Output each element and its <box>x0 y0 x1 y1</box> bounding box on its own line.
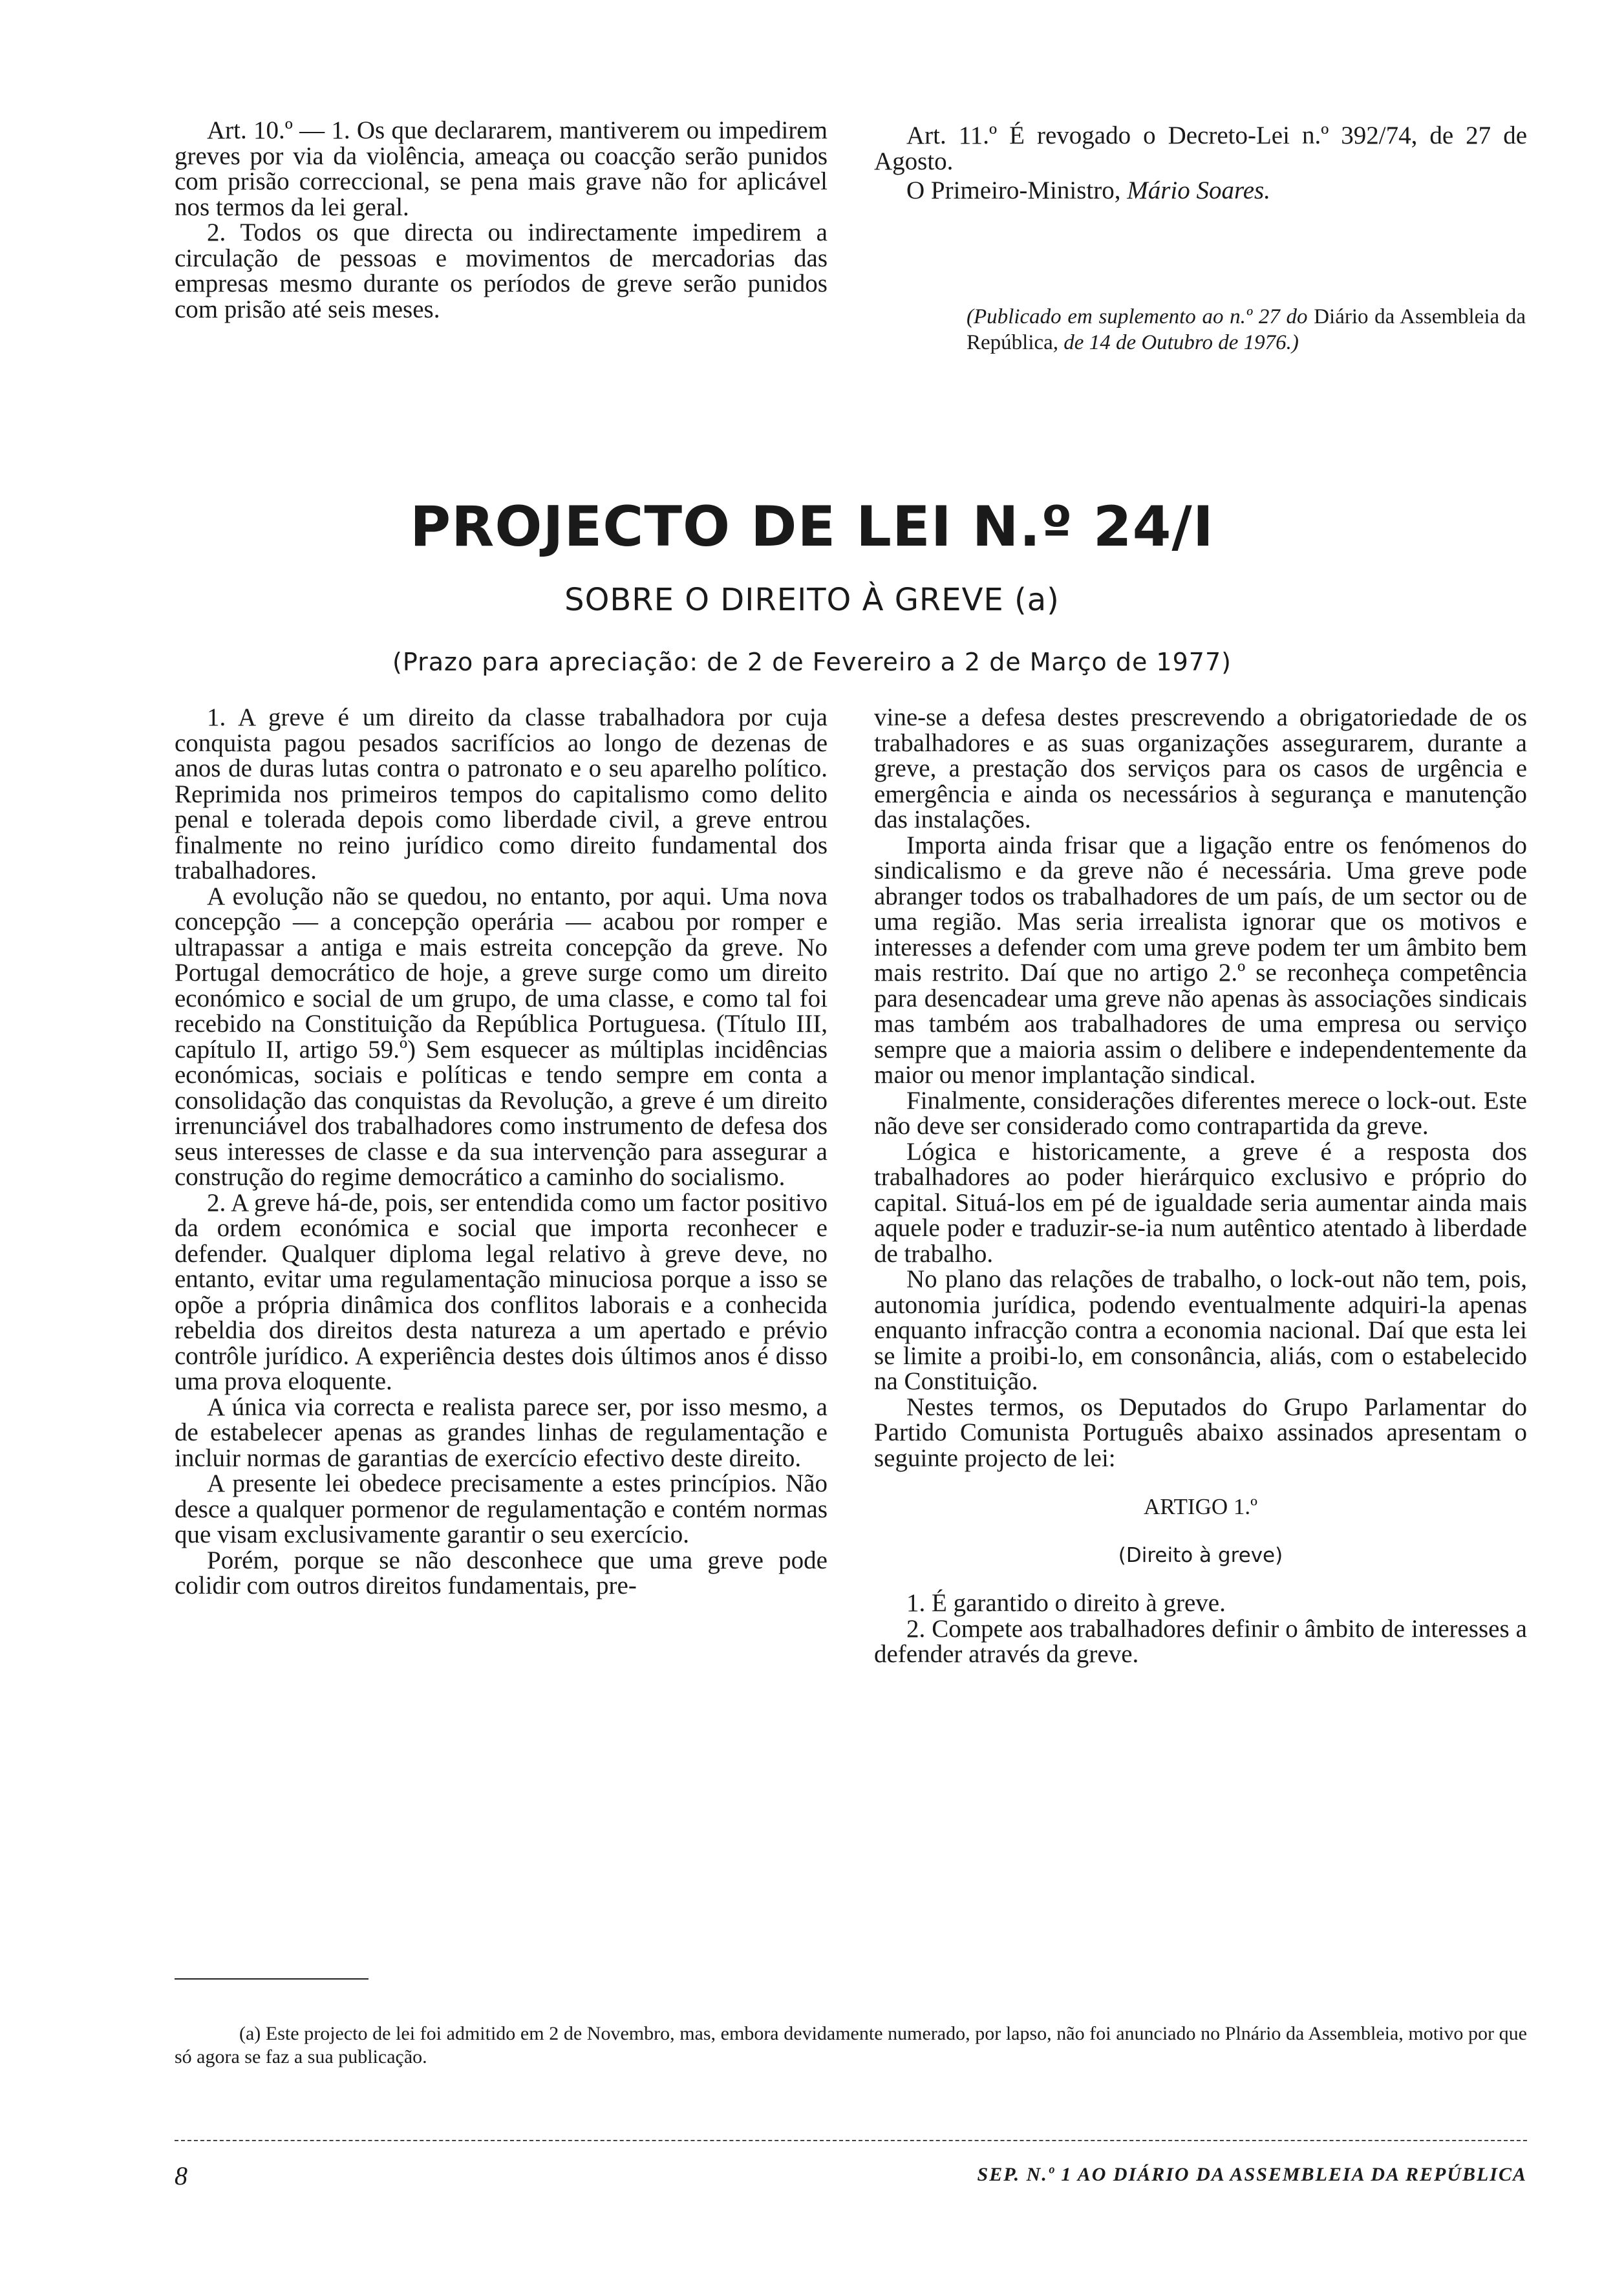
page-number: 8 <box>175 2161 187 2190</box>
body-paragraph: vine-se a defesa destes prescrevendo a obrigatoriedade de os trabalhadores e as suas organizações assegurarem, durante a greve, a prestação dos serviços para os casos de urgência e emergência e ainda os necessários à segurança e manutenção das instalações. <box>874 703 1527 833</box>
bill-subtitle: SOBRE O DIREITO À GREVE (a) <box>564 582 1060 618</box>
article-1-item: 1. É garantido o direito à greve. <box>906 1589 1226 1617</box>
body-paragraph: Importa ainda frisar que a ligação entre os fenómenos do sindicalismo e da greve não é necessária. Uma greve pode abranger todos os trabalhadores de um país, de um sector ou de uma região. Mas seria irrealista ignorar que os motivos e interesses a defender com uma greve podem ter um âmbito bem mais restrito. Daí que no artigo 2.º se reconheça competência para desencadear uma greve não apenas às associações sindicais mas também aos trabalhadores de uma empresa ou serviço sempre que a maioria assim o delibere e independentemente da maior ou menor implantação sindical. <box>874 831 1527 1089</box>
footnote <box>175 2022 1527 2069</box>
footnote-divider <box>175 1978 369 1980</box>
article-1-item: 2. Compete aos trabalhadores definir o âmbito de interesses a defender através da greve. <box>874 1614 1527 1668</box>
bill-title: PROJECTO DE LEI N.º 24/I <box>410 495 1214 559</box>
article-10-paragraph-2: 2. Todos os que directa ou indirectamente impedirem a circulação de pessoas e movimentos de mercadorias das empresas mesmo durante os períodos de greve serão punidos com prisão até seis meses. <box>175 219 828 323</box>
body-left-column <box>175 705 828 1599</box>
publication-note-3: , de 14 de Outubro de 1976.) <box>1052 331 1299 354</box>
body-paragraph: A evolução não se quedou, no entanto, por aqui. Uma nova concepção — a concepção operária — acabou por romper e ultrapassar a antiga e mais estreita concepção da greve. No Portugal democrático de hoje, a greve surge como um direito económico e social de um grupo, de uma classe, e como tal foi recebido na Constituição da República Portuguesa. (Título III, capítulo II, artigo 59.º) Sem esquecer as múltiplas incidências económicas, sociais e políticas e tendo sempre em conta a consolidação das conquistas da Revolução, a greve é um direito irrenunciável dos trabalhadores como instrumento de defesa dos seus interesses de classe e da sua intervenção para assegurar a construção do regime democrático a caminho do socialismo. <box>175 882 828 1191</box>
signature-name: Mário Soares. <box>1127 176 1270 204</box>
body-paragraph: A única via correcta e realista parece ser, por isso mesmo, a de estabelecer apenas as grandes linhas de regulamentação e incluir normas de garantias de exercício efectivo deste direito. <box>175 1393 828 1472</box>
publication-note-1: (Publicado em suplemento ao n.º 27 do <box>967 305 1314 328</box>
body-paragraph: Porém, porque se não desconhece que uma greve pode colidir com outros direitos fundamentais, pre- <box>175 1546 828 1599</box>
article-10-paragraph-1: Art. 10.º — 1. Os que declararem, mantiverem ou impedirem greves por via da violência, ameaça ou coacção serão punidos com prisão correccional, se pena mais grave não for aplicável nos termos da lei geral. <box>175 116 828 221</box>
body-paragraph: Lógica e historicamente, a greve é a resposta dos trabalhadores ao poder hierárquico exclusivo e próprio do capital. Situá-los em pé de igualdade seria aumentar ainda mais aquele poder e traduzir-se-ia num autêntico atentado à liberdade de trabalho. <box>874 1137 1527 1268</box>
running-title: SEP. N.º 1 AO DIÁRIO DA ASSEMBLEIA DA REPÚBLICA <box>977 2164 1527 2185</box>
body-paragraph: 1. A greve é um direito da classe trabalhadora por cuja conquista pagou pesados sacrifícios ao longo de dezenas de anos de duras lutas contra o patronato e o seu aparelho político. Reprimida nos primeiros tempos do capitalismo como delito penal e tolerada depois como liberdade civil, a greve entrou finalmente no reino jurídico como direito fundamental dos trabalhadores. <box>175 703 828 884</box>
top-right-column <box>874 123 1527 208</box>
signature <box>874 178 1527 204</box>
footnote-text: (a) Este projecto de lei foi admitido em 2 de Novembro, mas, embora devidamente numerado, por lapso, não foi anunciado no Plnário da Assembleia, motivo por que só agora se faz a sua publicação. <box>175 2023 1527 2067</box>
body-paragraph: 2. A greve há-de, pois, ser entendida como um factor positivo da ordem económica e social que importa reconhecer e defender. Qualquer diploma legal relativo à greve deve, no entanto, evitar uma regulamentação minuciosa porque a isso se opõe a própria dinâmica dos conflitos laborais e a conhecida rebeldia dos direitos desta natureza a um apertado e prévio contrôle jurídico. A experiência destes dois últimos anos é disso uma prova eloquente. <box>175 1188 828 1395</box>
publication-note-2: Diário da Assembleia da República <box>967 305 1526 354</box>
footer-divider <box>175 2140 1527 2141</box>
signature-prefix: O Primeiro-Ministro, <box>906 176 1127 204</box>
article-1-subheading: (Direito à greve) <box>1118 1543 1283 1567</box>
top-left-column <box>175 118 828 322</box>
body-right-column <box>874 705 1527 1667</box>
body-paragraph: No plano das relações de trabalho, o lock-out não tem, pois, autonomia jurídica, podendo eventualmente adquiri-la apenas enquanto infracção contra a economia nacional. Daí que esta lei se limite a proibi-lo, em consonância, aliás, com o estabelecido na Constituição. <box>874 1265 1527 1395</box>
publication-note <box>967 304 1526 356</box>
deadline-note: (Prazo para apreciação: de 2 de Fevereiro a 2 de Março de 1977) <box>392 648 1232 676</box>
article-1-heading: ARTIGO 1.º <box>1144 1494 1257 1519</box>
body-paragraph: Finalmente, considerações diferentes merece o lock-out. Este não deve ser considerado como contrapartida da greve. <box>874 1086 1527 1140</box>
article-11: Art. 11.º É revogado o Decreto-Lei n.º 392/74, de 27 de Agosto. <box>874 122 1527 175</box>
body-paragraph: A presente lei obedece precisamente a estes princípios. Não desce a qualquer pormenor de regulamentação e contém normas que visam exclusivamente garantir o seu exercício. <box>175 1469 828 1548</box>
body-paragraph: Nestes termos, os Deputados do Grupo Parlamentar do Partido Comunista Português abaixo assinados apresentam o seguinte projecto de lei: <box>874 1393 1527 1472</box>
